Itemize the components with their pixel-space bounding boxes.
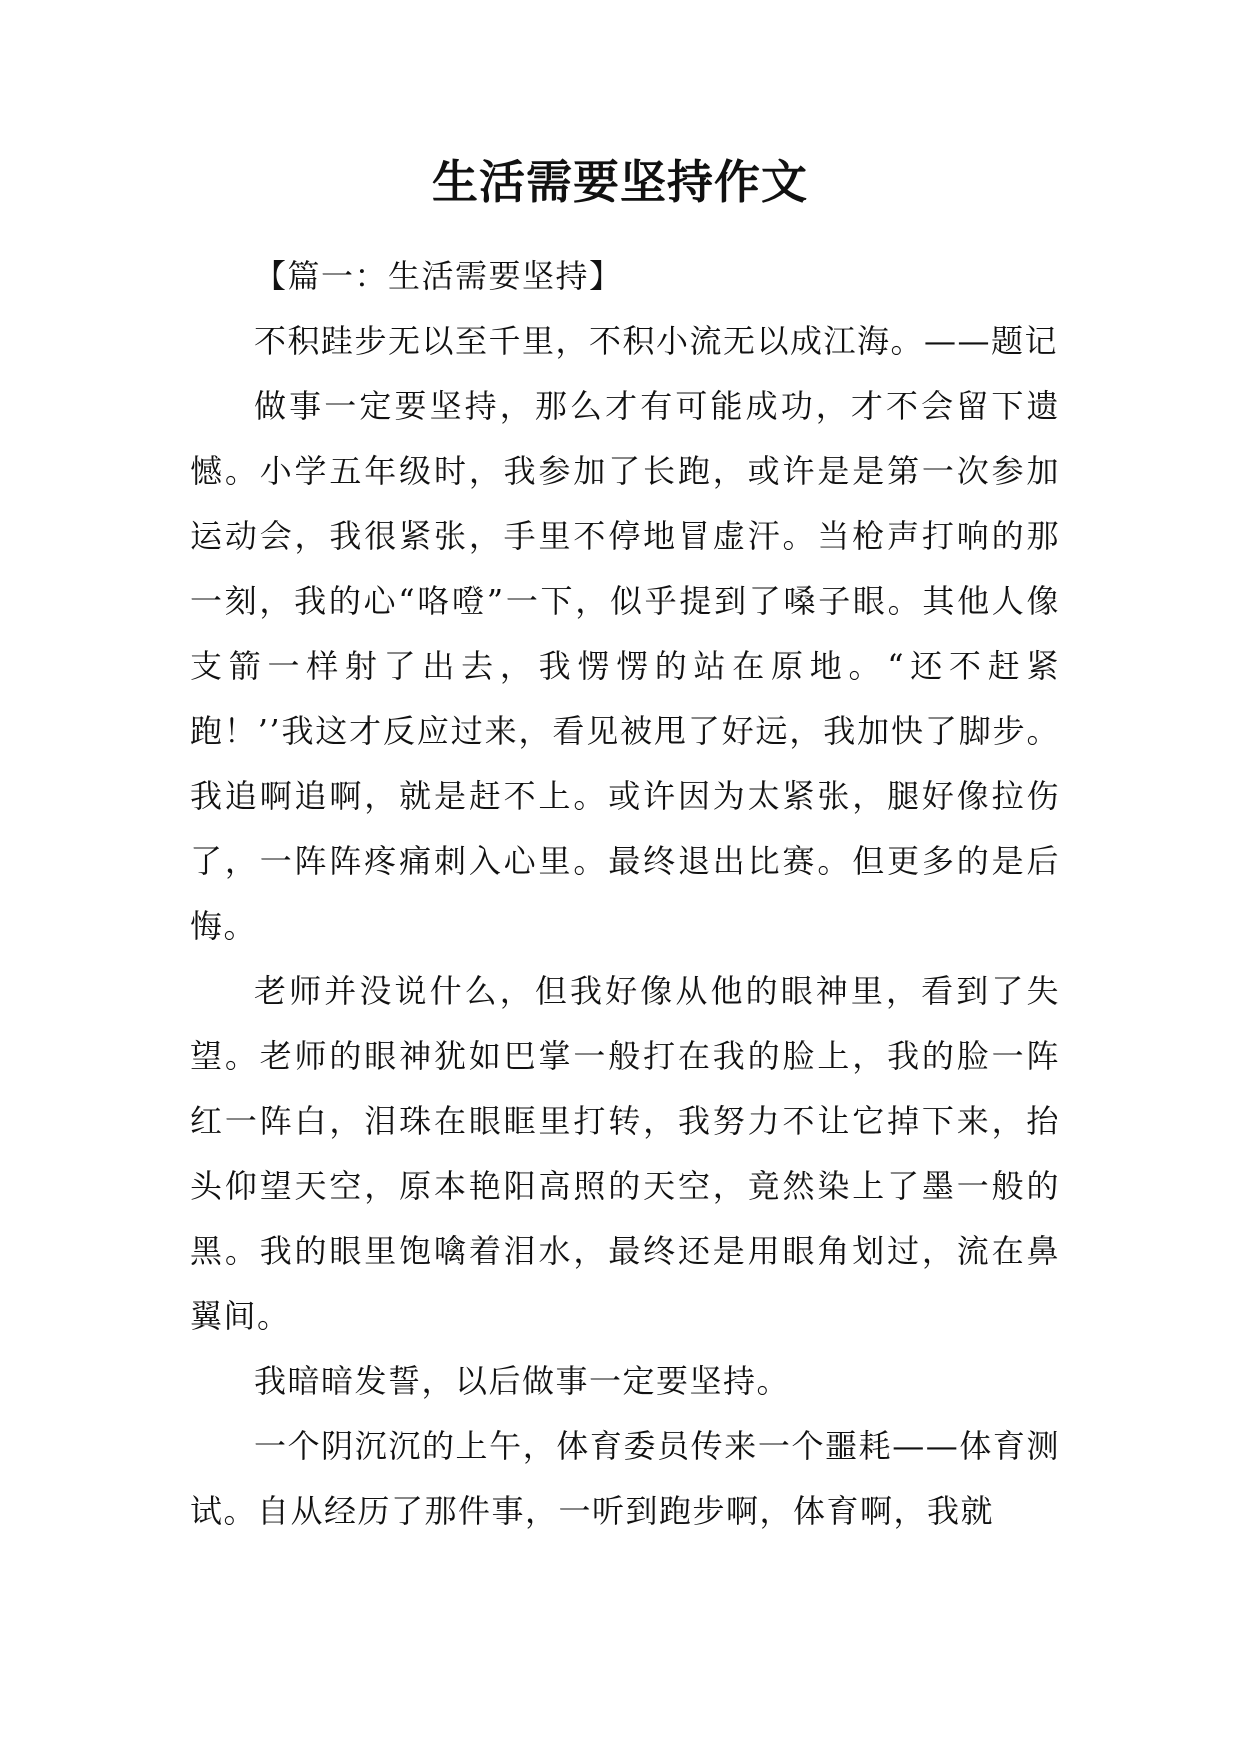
epigraph-paragraph: 不积跬步无以至千里，不积小流无以成江海。——题记 <box>254 322 1059 360</box>
section-heading: 【篇一：生活需要坚持】 <box>254 257 623 295</box>
body-paragraph: 我暗暗发誓，以后做事一定要坚持。 <box>254 1362 791 1400</box>
body-paragraph: 一个阴沉沉的上午，体育委员传来一个噩耗——体育测试。自从经历了那件事，一听到跑步啊，体育啊，我就 <box>190 1427 1060 1530</box>
body-paragraph: 老师并没说什么，但我好像从他的眼神里，看到了失望。老师的眼神犹如巴掌一般打在我的脸上，我的脸一阵红一阵白，泪珠在眼眶里打转，我努力不让它掉下来，抬头仰望天空，原本艳阳高照的天空，竟然染上了墨一般的黑。我的眼里饱噙着泪水，最终还是用眼角划过，流在鼻翼间。 <box>190 972 1060 1335</box>
document-body <box>190 244 1060 1544</box>
document-title: 生活需要坚持作文 <box>432 155 808 209</box>
body-paragraph: 做事一定要坚持，那么才有可能成功，才不会留下遗憾。小学五年级时，我参加了长跑，或许是是第一次参加运动会，我很紧张，手里不停地冒虚汗。当枪声打响的那一刻，我的心“咯噔”一下，似乎提到了嗓子眼。其他人像支箭一样射了出去，我愣愣的站在原地。“还不赶紧跑！’’我这才反应过来，看见被甩了好远，我加快了脚步。我追啊追啊，就是赶不上。或许因为太紧张，腿好像拉伤了，一阵阵疼痛刺入心里。最终退出比赛。但更多的是后悔。 <box>190 387 1060 945</box>
